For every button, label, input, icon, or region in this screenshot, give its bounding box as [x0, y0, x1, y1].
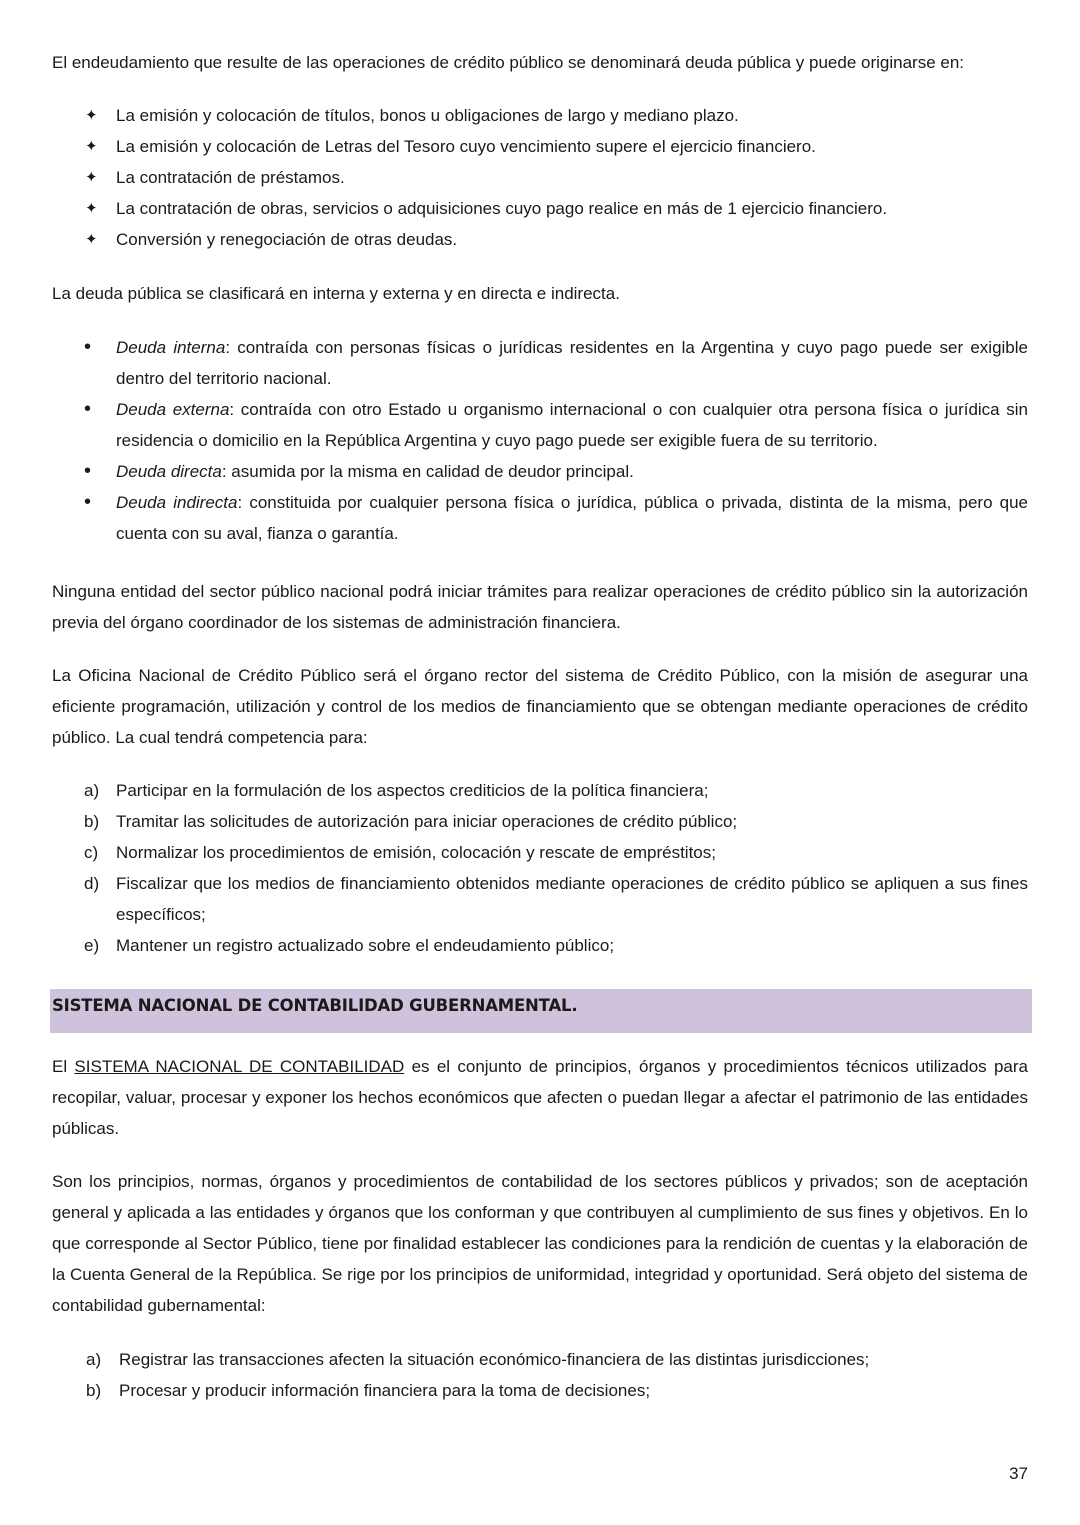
list-item: b) Tramitar las solicitudes de autorización para iniciar operaciones de crédito público; — [52, 806, 1028, 837]
objectives-list — [52, 1344, 1028, 1406]
list-item: ✦ La contratación de préstamos. — [52, 162, 1028, 193]
list-letter: a) — [86, 1350, 102, 1369]
term: Deuda directa — [116, 462, 222, 481]
list-item: • Deuda interna: contraída con personas físicas o jurídicas residentes en la Argentina y cuyo pago puede ser exigible dentro del territorio nacional. — [52, 332, 1028, 394]
list-letter: d) — [84, 874, 100, 893]
page-number: 37 — [1009, 1464, 1028, 1483]
list-item: ✦ La contratación de obras, servicios o adquisiciones cuyo pago realice en más de 1 ejercicio financiero. — [52, 193, 1028, 224]
list-item: d) Fiscalizar que los medios de financiamiento obtenidos mediante operaciones de crédito público se apliquen a sus fines específicos; — [52, 868, 1028, 930]
sistema-term: SISTEMA NACIONAL DE CONTABILIDAD — [74, 1057, 405, 1076]
bullet-dot-icon: • — [84, 491, 92, 513]
term: Deuda indirecta — [116, 493, 238, 512]
section-heading: SISTEMA NACIONAL DE CONTABILIDAD GUBERNAMENTAL. — [52, 996, 578, 1016]
bullet-dot-icon: • — [84, 336, 92, 358]
list-letter: e) — [84, 936, 100, 955]
list-letter: b) — [84, 812, 100, 831]
sistema-paragraph: El SISTEMA NACIONAL DE CONTABILIDAD es el conjunto de principios, órganos y procedimientos técnicos utilizados para recopilar, valuar, procesar y exponer los hechos económicos que afecten o puedan llegar a afectar el patrimonio de las entidades públicas. — [52, 1057, 1028, 1138]
list-item: • Deuda indirecta: constituida por cualquier persona física o jurídica, pública o privada, distinta de la misma, pero que cuenta con su aval, fianza o garantía. — [52, 487, 1028, 549]
list-item: c) Normalizar los procedimientos de emisión, colocación y rescate de empréstitos; — [52, 837, 1028, 868]
list-item: a) Registrar las transacciones afecten la situación económico-financiera de las distintas jurisdicciones; — [52, 1344, 1028, 1375]
principios-paragraph: Son los principios, normas, órganos y procedimientos de contabilidad de los sectores públicos y privados; son de aceptación general y aplicada a las entidades y órganos que los conforman y que contribuyen al cumplimiento de sus fines y objetivos. En lo que corresponde al Sector Público, tiene por finalidad establecer las condiciones para la rendición de cuentas y la elaboración de la Cuenta General de la República. Se rige por los principios de uniformidad, integridad y oportunidad. Será objeto del sistema de contabilidad gubernamental: — [52, 1172, 1028, 1315]
list-item: • Deuda externa: contraída con otro Estado u organismo internacional o con cualquier otra persona física o jurídica sin residencia o domicilio en la República Argentina y cuyo pago puede ser exigible fuera de su territorio. — [52, 394, 1028, 456]
list-item: ✦ Conversión y renegociación de otras deudas. — [52, 224, 1028, 255]
debt-types-list — [52, 332, 1028, 549]
list-item: b) Procesar y producir información financiera para la toma de decisiones; — [52, 1375, 1028, 1406]
list-letter: c) — [84, 843, 99, 862]
list-item: e) Mantener un registro actualizado sobre el endeudamiento público; — [52, 930, 1028, 961]
star-bullet-icon: ✦ — [85, 138, 98, 155]
list-item: ✦ La emisión y colocación de títulos, bonos u obligaciones de largo y mediano plazo. — [52, 100, 1028, 131]
competencies-list — [52, 775, 1028, 961]
list-item: • Deuda directa: asumida por la misma en calidad de deudor principal. — [52, 456, 1028, 487]
term: Deuda interna — [116, 338, 226, 357]
list-item: a) Participar en la formulación de los aspectos crediticios de la política financiera; — [52, 775, 1028, 806]
bullet-dot-icon: • — [84, 460, 92, 482]
star-bullet-icon: ✦ — [85, 107, 98, 124]
star-bullet-icon: ✦ — [85, 200, 98, 217]
list-letter: a) — [84, 781, 100, 800]
list-item: ✦ La emisión y colocación de Letras del Tesoro cuyo vencimiento supere el ejercicio financiero. — [52, 131, 1028, 162]
section-heading-bar — [50, 989, 1032, 1033]
star-bullet-icon: ✦ — [85, 231, 98, 248]
term: Deuda externa — [116, 400, 230, 419]
intro-paragraph: El endeudamiento que resulte de las operaciones de crédito público se denominará deuda pública y puede originarse en: — [52, 53, 965, 72]
bullet-dot-icon: • — [84, 398, 92, 420]
authorization-paragraph: Ninguna entidad del sector público nacional podrá iniciar trámites para realizar operaciones de crédito público sin la autorización previa del órgano coordinador de los sistemas de administración financiera. — [52, 582, 1028, 632]
classification-paragraph: La deuda pública se clasificará en interna y externa y en directa e indirecta. — [52, 284, 620, 303]
origins-list — [52, 100, 1028, 255]
oficina-paragraph: La Oficina Nacional de Crédito Público será el órgano rector del sistema de Crédito Público, con la misión de asegurar una eficiente programación, utilización y control de los medios de financiamiento que se obtengan mediante operaciones de crédito público. La cual tendrá competencia para: — [52, 666, 1028, 747]
list-letter: b) — [86, 1381, 102, 1400]
star-bullet-icon: ✦ — [85, 169, 98, 186]
